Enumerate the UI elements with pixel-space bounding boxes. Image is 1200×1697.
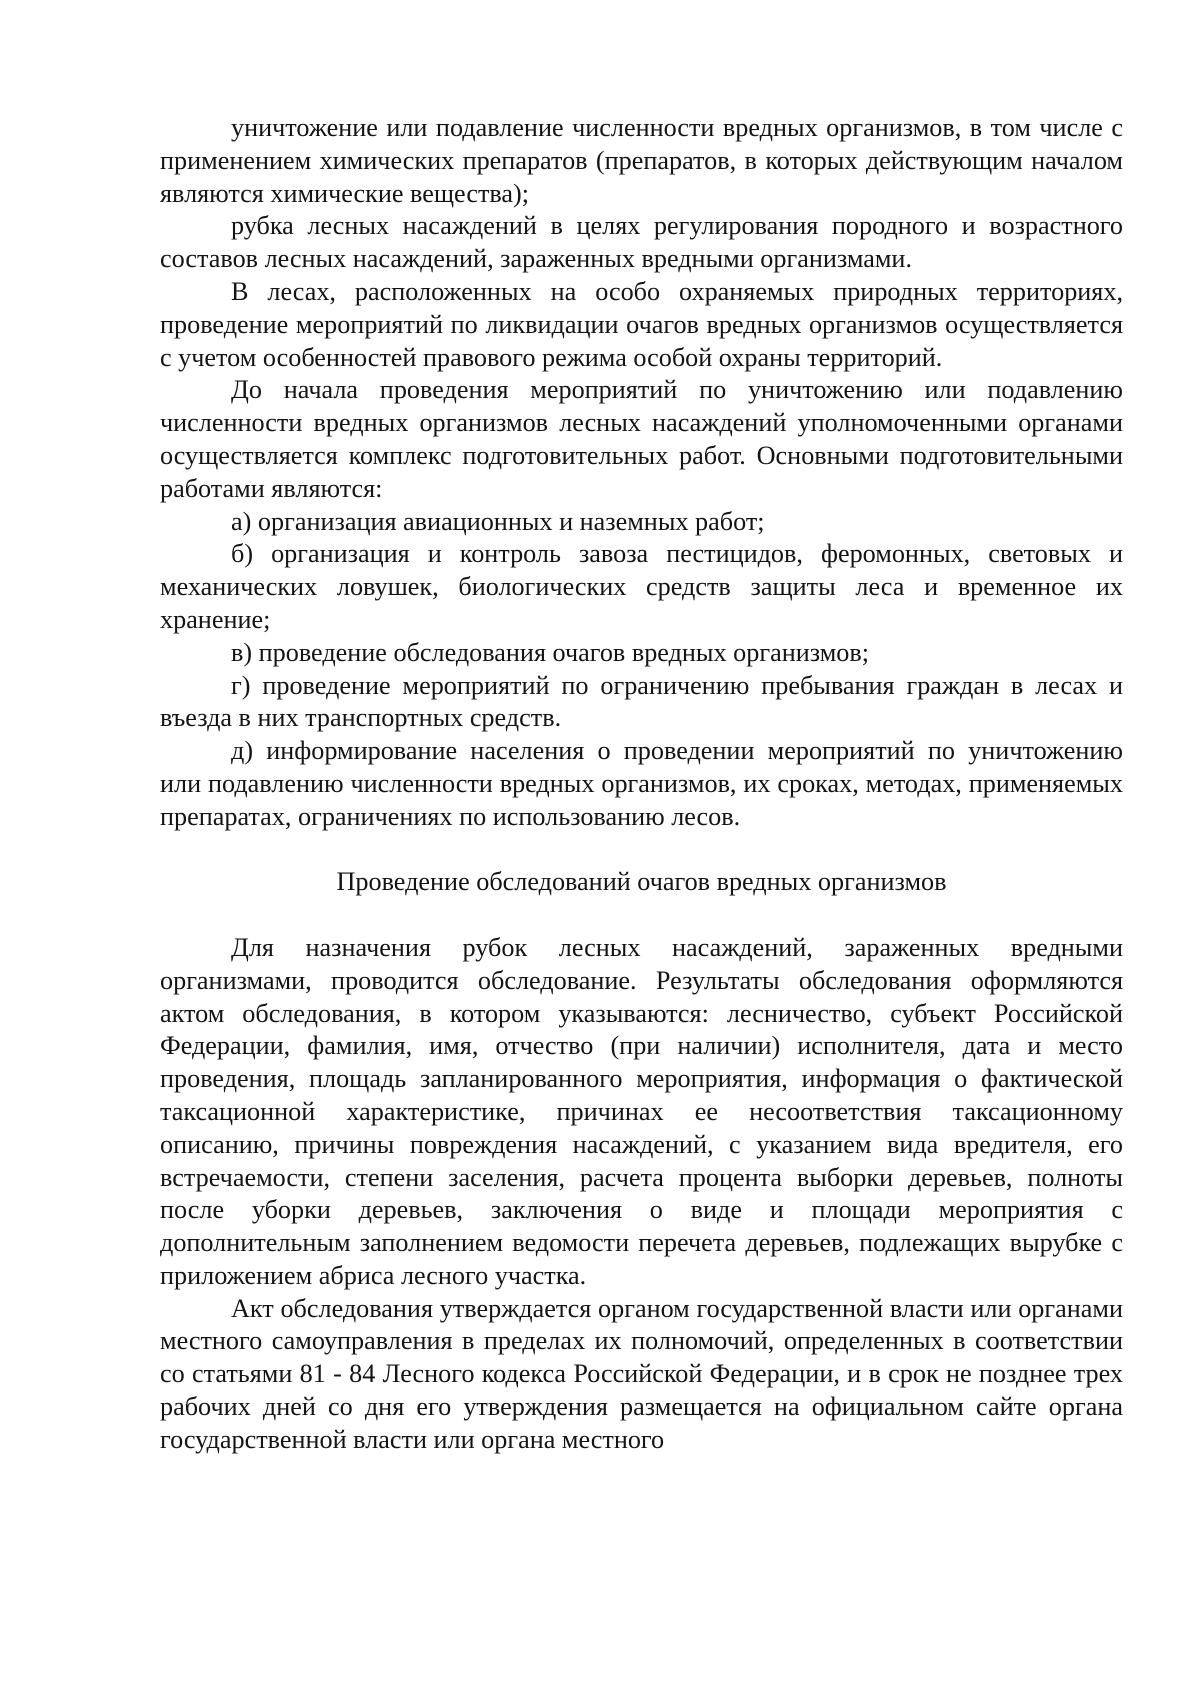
paragraph-felling: рубка лесных насаждений в целях регулирования породного и возрастного составов лесных насаждений, зараженных вредными организмами. (160, 211, 1123, 274)
section-heading: Проведение обследований очагов вредных организмов (336, 867, 947, 897)
paragraph-pest-suppression: уничтожение или подавление численности вредных организмов, в том числе с применением химических препаратов (препаратов, в которых действующим началом являются химические вещества); (160, 113, 1123, 208)
paragraph-protected-areas: В лесах, расположенных на особо охраняемых природных территориях, проведение мероприятий по ликвидации очагов вредных организмов осуществляется с учетом особенностей правового режима особой охраны территорий. (160, 276, 1123, 372)
document-page (160, 112, 1123, 1457)
paragraph-preparatory-works: До начала проведения мероприятий по уничтожению или подавлению численности вредных организмов лесных насаждений уполномоченными органами осуществляется комплекс подготовительных работ. Основными подготовительными работами являются: (160, 375, 1123, 503)
list-item-b: б) организация и контроль завоза пестицидов, феромонных, световых и механических ловушек, биологических средств защиты леса и временное их хранение; (160, 539, 1123, 634)
list-item-d: д) информирование населения о проведении мероприятий по уничтожению или подавлению численности вредных организмов, их сроках, методах, применяемых препаратах, ограничениях по использованию лесов. (160, 736, 1123, 831)
paragraph-survey: Для назначения рубок лесных насаждений, зараженных вредными организмами, проводится обследование. Результаты обследования оформляются актом обследования, в котором указываются: лесничество, субъект Российской Федерации, фамилия, имя, отчество (при наличии) исполнителя, дата и место проведения, площадь запланированного мероприятия, информация о фактической таксационной характеристике, причинах ее несоответствия таксационному описанию, причины повреждения насаждений, с указанием вида вредителя, его встречаемости, степени заселения, расчета процента выборки деревьев, полноты после уборки деревьев, заключения о виде и площади мероприятия с дополнительным заполнением ведомости перечета деревьев, подлежащих вырубке с приложением абриса лесного участка. (160, 932, 1123, 1290)
list-item-a: а) организация авиационных и наземных работ; (231, 506, 765, 536)
paragraph-survey-act: Акт обследования утверждается органом государственной власти или органами местного самоуправления в пределах их полномочий, определенных в соответствии со статьями 81 - 84 Лесного кодекса Российской Федерации, и в срок не позднее трех рабочих дней со дня его утверждения размещается на официальном сайте органа государственной власти или органа местного (160, 1293, 1123, 1454)
list-item-v: в) проведение обследования очагов вредных организмов; (231, 637, 870, 667)
list-item-g: г) проведение мероприятий по ограничению пребывания граждан в лесах и въезда в них транспортных средств. (160, 670, 1123, 733)
